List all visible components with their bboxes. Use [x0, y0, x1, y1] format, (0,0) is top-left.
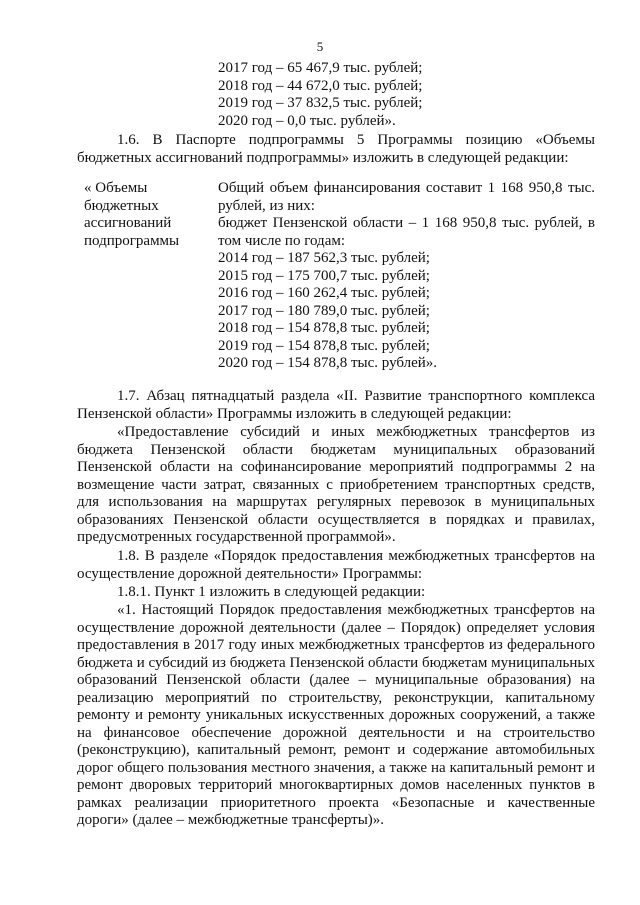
year-line: 2018 год – 44 672,0 тыс. рублей; [218, 77, 423, 94]
paragraph-quote-subsidies: «Предоставление субсидий и иных межбюджетных трансфертов из бюджета Пензенской области бюджетам муниципальных образований Пензенской области на софинансирование мероприятий подпрограммы 2 на возмещение части затрат, связанных с приобретением транспортных средств, для использования на маршрутах регулярных перевозок в муниципальных образованиях Пензенской области осуществляется в порядках и правилах, предусмотренных государственной программой». [77, 424, 595, 545]
passport-year-line: 2014 год – 187 562,3 тыс. рублей; [218, 250, 430, 266]
passport-label-line: бюджетных [84, 197, 159, 214]
year-line: 2017 год – 65 467,9 тыс. рублей; [218, 60, 423, 76]
passport-value-column [218, 180, 595, 373]
passport-year-line: 2016 год – 160 262,4 тыс. рублей; [218, 285, 430, 301]
passport-year-line: 2020 год – 154 878,8 тыс. рублей». [218, 355, 438, 371]
passport-budget-text: бюджет Пензенской области – 1 168 950,8 тыс. рублей, в том числе по годам: [218, 215, 595, 249]
year-line: 2019 год – 37 832,5 тыс. рублей; [218, 95, 423, 111]
passport-label-column [84, 180, 209, 250]
passport-label-line: « Объемы [84, 180, 148, 196]
passport-year-line: 2018 год – 154 878,8 тыс. рублей; [218, 320, 430, 336]
paragraph-quote-order: «1. Настоящий Порядок предоставления межбюджетных трансфертов на осуществление дорожной деятельности (далее – Порядок) определяет условия предоставления в 2017 году иных межбюджетных трансфертов из федерального бюджета и субсидий из бюджета Пензенской области бюджетам муниципальных образований Пензенской области (далее – муниципальные образования) на реализацию мероприятий по строительству, реконструкции, капитальному ремонту и ремонту уникальных искусственных дорожных сооружений, а также на финансовое обеспечение дорожной деятельности и на строительство (реконструкцию), капитальный ремонт, ремонт и содержание автомобильных дорог общего пользования местного значения, а также на капитальный ремонт и ремонт дворовых территорий многоквартирных домов населенных пунктов в рамках реализации приоритетного проекта «Безопасные и качественные дороги» (далее – межбюджетные трансферты)». [77, 602, 595, 828]
passport-year-line: 2019 год – 154 878,8 тыс. рублей; [218, 337, 430, 354]
passport-label-line: подпрограммы [84, 232, 180, 249]
passport-year-line: 2017 год – 180 789,0 тыс. рублей; [218, 302, 430, 319]
passport-year-line: 2015 год – 175 700,7 тыс. рублей; [218, 267, 430, 284]
page-number: 5 [316, 39, 324, 54]
paragraph-1-8-1: 1.8.1. Пункт 1 изложить в следующей редакции: [117, 584, 426, 600]
passport-label-line: ассигнований [84, 215, 172, 231]
previous-years-list [218, 60, 422, 130]
year-line: 2020 год – 0,0 тыс. рублей». [218, 112, 396, 129]
passport-total-text: Общий объем финансирования составит 1 168 950,8 тыс. рублей, из них: [218, 180, 595, 214]
paragraph-1-6: 1.6. В Паспорте подпрограммы 5 Программы позицию «Объемы бюджетных ассигнований подпрограммы» изложить в следующей редакции: [77, 132, 595, 166]
paragraph-1-7: 1.7. Абзац пятнадцатый раздела «II. Развитие транспортного комплекса Пензенской области» Программы изложить в следующей редакции: [77, 388, 595, 422]
paragraph-1-8: 1.8. В разделе «Порядок предоставления межбюджетных трансфертов на осуществление дорожной деятельности» Программы: [77, 548, 595, 582]
